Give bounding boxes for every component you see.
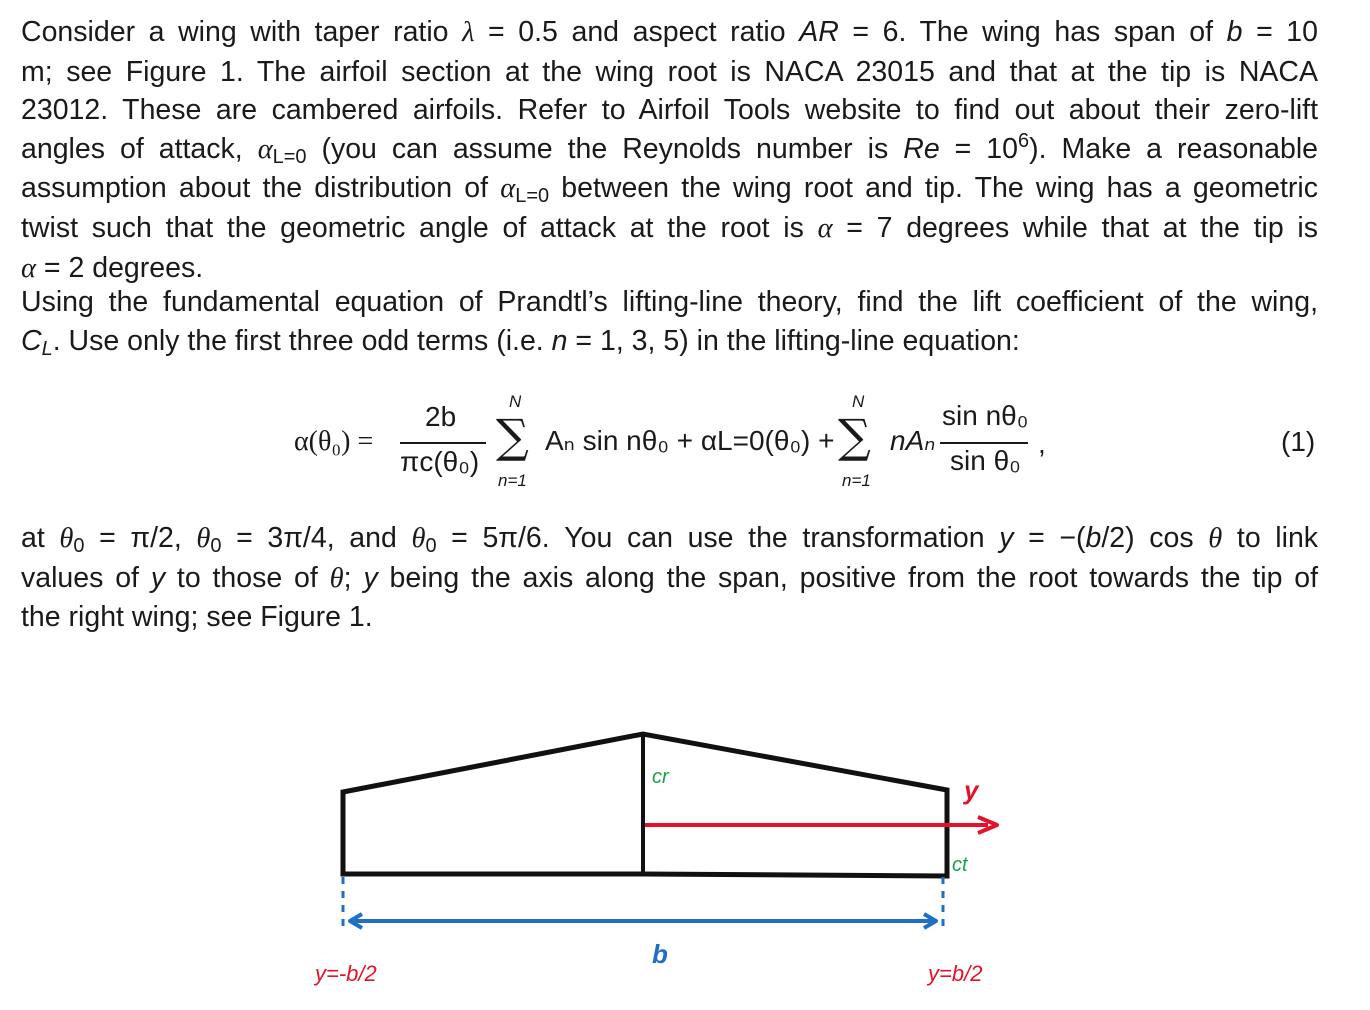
- fraction2-bar: [940, 442, 1028, 444]
- left-end-label: y=-b/2: [315, 961, 377, 986]
- equation-number: (1): [1281, 426, 1316, 457]
- sum1-lower-limit: n=1: [498, 471, 527, 490]
- problem-paragraph-3: [21, 519, 1318, 637]
- equation-term2: nAₙ: [890, 425, 936, 456]
- p3-line-2: values of y to those of θ; y being the axis along the span, positive from the root towards the tip of: [21, 561, 1319, 594]
- span-label: b: [652, 939, 668, 969]
- problem-paragraph-1: [21, 13, 1318, 288]
- p1-line-7: α = 2 degrees.: [21, 251, 204, 284]
- fraction1-numerator: 2b: [425, 401, 457, 432]
- equation-comma: ,: [1038, 428, 1046, 459]
- p3-line-1: at $\theta_0 = \pi/2$, $\theta_0 = 3\pi/4$, and $\theta_0 = 5\pi/6$. You can use the transformation y = −(b/2) cos θ to link: [21, 522, 1319, 557]
- root-chord-label: cr: [652, 766, 669, 788]
- p1-line-4: angles of attack, $\alpha_{L=0}$ (you can assume the Reynolds number is $Re = 10^6$). Make a reasonable: [21, 129, 1319, 168]
- fraction2-denominator: sin θ₀: [950, 445, 1021, 476]
- right-end-label: y=b/2: [928, 961, 983, 986]
- fraction2-numerator: sin nθ₀: [942, 400, 1029, 431]
- fraction1-bar: [400, 442, 486, 444]
- y-axis-label: y: [964, 775, 979, 805]
- p3-line-3: the right wing; see Figure 1.: [21, 601, 373, 634]
- fraction1-denominator: πc(θ₀): [400, 446, 480, 477]
- p2-line-2: $C_L$. Use only the first three odd terms (i.e. n = 1, 3, 5) in the lifting-line equation:: [21, 324, 1020, 360]
- sum1-sigma-icon: ∑: [496, 409, 529, 463]
- p1-line-3: 23012. These are cambered airfoils. Refer to Airfoil Tools website to find out about their zero-lift: [21, 94, 1318, 127]
- lifting-line-equation: [0, 388, 1370, 498]
- wing-planform-figure: [300, 715, 1020, 1005]
- p1-line-6: twist such that the geometric angle of attack at the root is α = 7 degrees while that at the tip is: [21, 211, 1319, 244]
- sum2-sigma-icon: ∑: [838, 409, 871, 463]
- sum2-upper-limit: N: [852, 392, 865, 411]
- sum1-upper-limit: N: [509, 392, 522, 411]
- equation-term1: Aₙ sin nθ₀ + αL=0(θ₀) +: [545, 425, 835, 456]
- problem-paragraph-2: [21, 283, 1318, 360]
- p1-line-2: m; see Figure 1. The airfoil section at the wing root is NACA 23015 and that at the tip is NACA: [21, 55, 1318, 88]
- equation-lhs: α(θ₀) =: [294, 426, 374, 457]
- p1-line-5: assumption about the distribution of $\alpha_{L=0}$ between the wing root and tip. The wing has a geometric: [21, 172, 1318, 208]
- sum2-lower-limit: n=1: [842, 471, 871, 490]
- p1-line-1: Consider a wing with taper ratio λ = 0.5 and aspect ratio AR = 6. The wing has span of b = 10: [21, 16, 1319, 48]
- tip-chord-label: ct: [952, 854, 968, 876]
- p2-line-1: Using the fundamental equation of Prandtl’s lifting-line theory, find the lift coefficient of the wing,: [21, 286, 1318, 318]
